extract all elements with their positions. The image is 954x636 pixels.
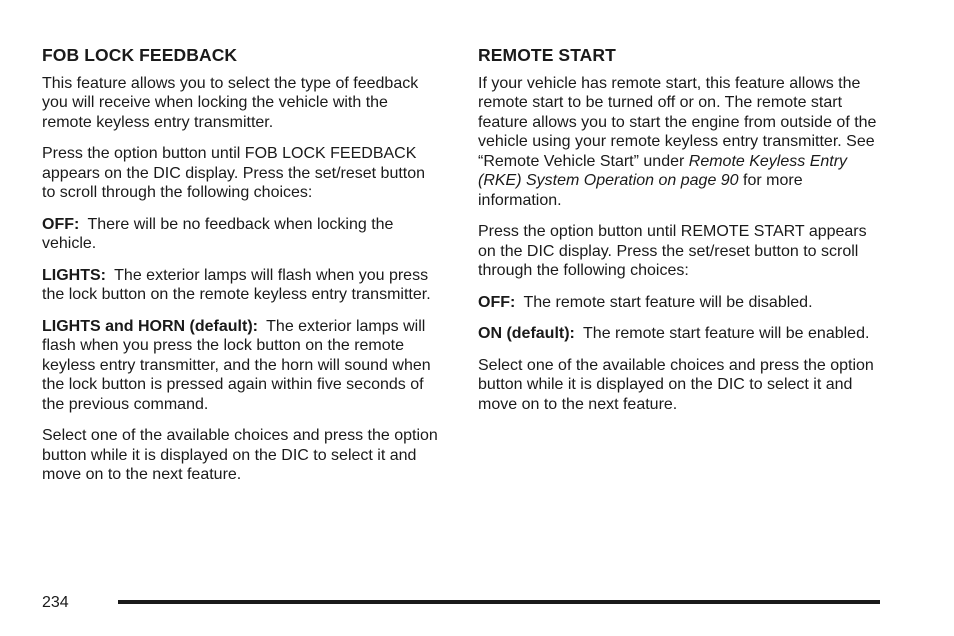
option-text: There will be no feedback when locking the vehicle. <box>42 215 394 252</box>
remote-option-off <box>478 293 878 313</box>
remote-option-on <box>478 324 878 344</box>
fob-option-off <box>42 215 442 254</box>
remote-start-instructions: Press the option button until REMOTE START appears on the DIC display. Press the set/reset button to scroll through the following choices: <box>478 223 867 279</box>
option-term: OFF: <box>478 293 516 311</box>
left-column <box>42 46 442 497</box>
option-text: The exterior lamps will flash when you press the lock button on the remote keyless entry transmitter, and the horn will sound when the lock button is pressed again within five seconds of the previous command. <box>42 317 431 413</box>
intro-text: If your vehicle has remote start, this feature allows the remote start to be turned off or on. The remote start feature allows you to start the engine from outside of the vehicle using your remote keyless entry transmitter. See “Remote Vehicle Start” under <box>478 74 877 170</box>
remote-start-closing: Select one of the available choices and press the option button while it is displayed on the DIC to select it and move on to the next feature. <box>478 356 874 413</box>
option-term: ON (default): <box>478 325 575 342</box>
fob-lock-instructions: Press the option button until FOB LOCK FEEDBACK appears on the DIC display. Press the set/reset button to scroll through the following choices: <box>42 145 426 201</box>
intro-text-end: for more information. <box>478 172 803 209</box>
option-term: OFF: <box>42 215 80 233</box>
option-text: The remote start feature will be disabled. <box>523 293 813 311</box>
option-term: LIGHTS: <box>42 266 106 284</box>
fob-lock-intro: This feature allows you to select the type of feedback you will receive when locking the vehicle with the remote keyless entry transmitter. <box>42 74 419 131</box>
cross-reference: Remote Keyless Entry (RKE) System Operation on page 90 <box>478 152 848 189</box>
fob-option-lights-horn <box>42 317 442 415</box>
fob-option-lights <box>42 266 442 305</box>
right-column <box>478 46 878 426</box>
section-heading-remote-start: REMOTE START <box>478 45 616 65</box>
option-text: The exterior lamps will flash when you press the lock button on the remote keyless entry transmitter. <box>42 266 431 303</box>
section-heading-fob-lock-feedback: FOB LOCK FEEDBACK <box>42 45 238 65</box>
page-number: 234 <box>42 594 69 611</box>
remote-start-intro <box>478 74 878 211</box>
option-term: LIGHTS and HORN (default): <box>42 317 258 335</box>
footer-rule <box>118 600 880 604</box>
option-text: The remote start feature will be enabled. <box>583 325 870 342</box>
fob-lock-closing: Select one of the available choices and press the option button while it is displayed on the DIC to select it and move on to the next feature. <box>42 427 438 483</box>
